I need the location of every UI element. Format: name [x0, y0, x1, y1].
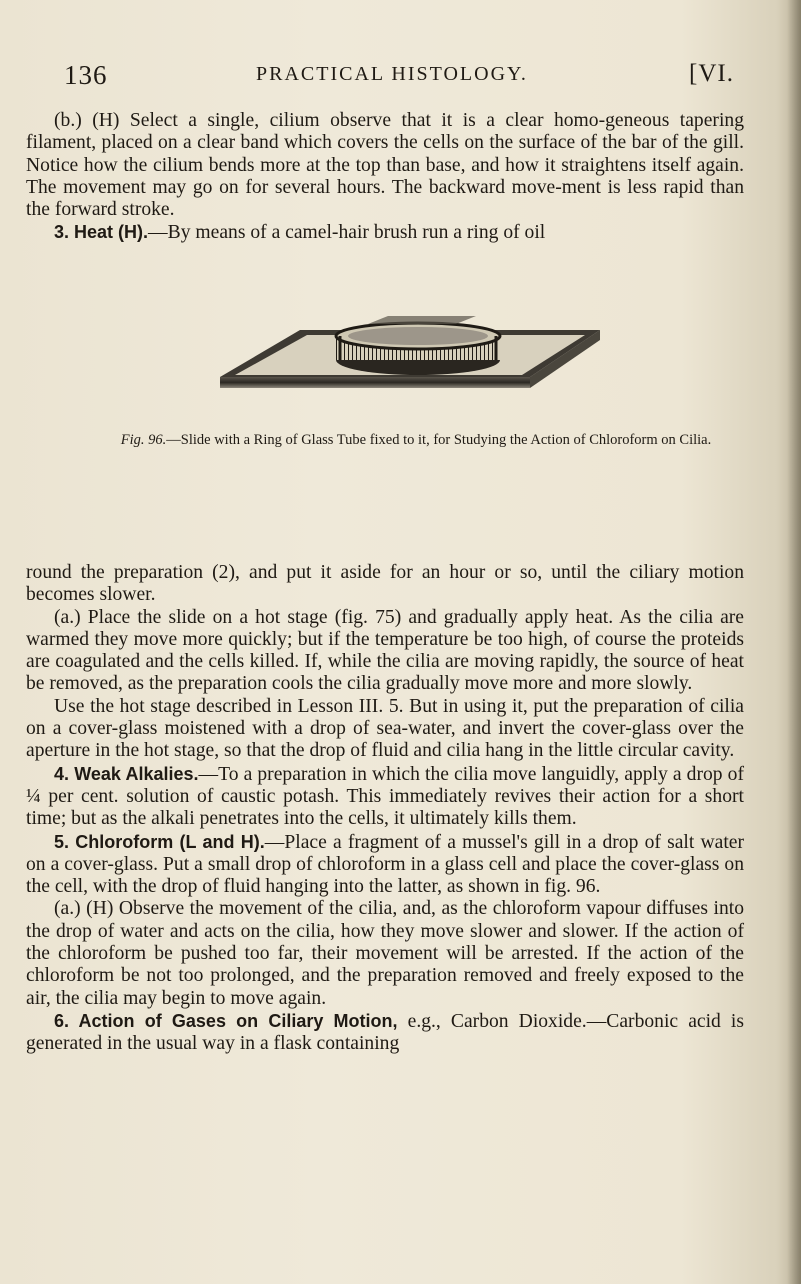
page-edge-shadow [787, 0, 801, 1284]
text-block-top [26, 110, 744, 245]
heading-weak-alkalies: 4. Weak Alkalies. [54, 763, 199, 784]
paragraph-heat [26, 221, 744, 244]
text-block-bottom [26, 562, 744, 1056]
paragraph-weak-alkalies [26, 763, 744, 831]
paragraph-heat-text: —By means of a camel-hair brush run a ring of oil [148, 222, 546, 244]
paragraph-chloroform-observe: (a.) (H) Observe the movement of the cilia, and, as the chloroform vapour diffuses into the drop of water and acts on the cilia, how they move slower and slower. If the action of the chloroform be pushed too far, their movement will be arrested. If the action of the chloroform be not too prolonged, and the preparation removed and freely exposed to the air, the cilia may begin to move again. [26, 898, 744, 1009]
paragraph-weak-alkalies-text: —To a preparation in which the cilia move languidly, apply a drop of ¼ per cent. solution of caustic potash. This immediately revives their action for a short time; but as the alkali penetrates into the cells, it ultimately kills them. [26, 763, 745, 830]
slide-with-glass-ring-drawing [180, 302, 620, 432]
paragraph-hot-stage: (a.) Place the slide on a hot stage (fig. 75) and gradually apply heat. As the cilia are warmed they move more quickly; but if the temperature be too high, of course the proteids are coagulated and the cells killed. If, while the cilia are moving rapidly, the source of heat be removed, as the preparation cools the cilia gradually move more and more slowly. [26, 606, 744, 695]
paragraph-cilium-observation: (b.) (H) Select a single, cilium observe that it is a clear homo-geneous tapering filament, placed on a clear band which covers the cells on the surface of the bar of the gill. Notice how the cilium bends more at the top than base, and how it straightens itself again. The movement may go on for several hours. The backward move-ment is less rapid than the forward stroke. [26, 110, 744, 221]
running-header [64, 60, 734, 94]
heading-heat: 3. Heat (H). [54, 222, 149, 243]
running-title: PRACTICAL HISTOLOGY. [256, 63, 528, 85]
heading-chloroform: 5. Chloroform (L and H). [54, 831, 265, 852]
paragraph-chloroform-text: —Place a fragment of a mussel's gill in a drop of salt water on a cover-glass. Put a small drop of chloroform in a glass cell and place the cover-glass on the cell, with the drop of fluid hanging into the latter, as shown in fig. 96. [26, 831, 744, 898]
paragraph-gases-text: e.g., Carbon Dioxide.—Carbonic acid is generated in the usual way in a flask containing [26, 1010, 744, 1055]
heading-gases: 6. Action of Gases on Ciliary Motion, [54, 1010, 398, 1031]
section-marker: [VI. [689, 60, 734, 87]
figure-caption-text: —Slide with a Ring of Glass Tube fixed to it, for Studying the Action of Chloroform on Cilia. [166, 432, 712, 448]
figure-caption [96, 432, 736, 449]
paragraph-use-hot-stage: Use the hot stage described in Lesson III. 5. But in using it, put the preparation of cilia on a cover-glass moistened with a drop of sea-water, and invert the cover-glass over the aperture in the hot stage, so that the drop of fluid and cilia hang in the little circular cavity. [26, 695, 744, 762]
paragraph-continuation: round the preparation (2), and put it aside for an hour or so, until the ciliary motion becomes slower. [26, 562, 744, 606]
page-number: 136 [64, 60, 108, 90]
paragraph-gases [26, 1010, 744, 1056]
figure-number: Fig. 96. [120, 432, 167, 448]
figure-slide-illustration [180, 302, 620, 432]
paragraph-chloroform [26, 831, 744, 899]
